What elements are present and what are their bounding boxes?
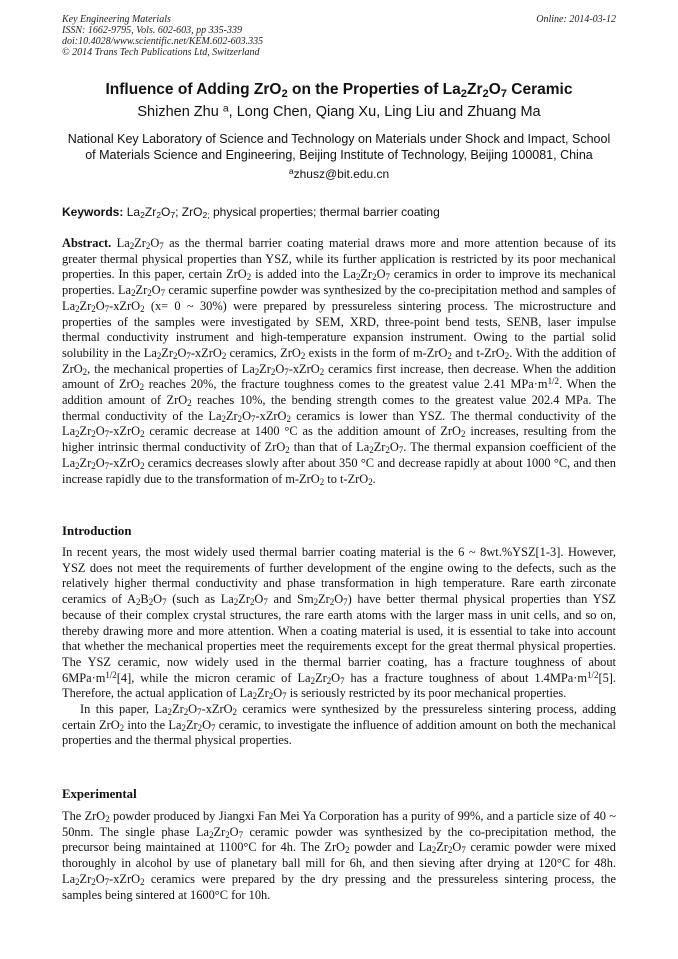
- intro-paragraph: In this paper, $La_2Zr_2O_7-xZrO_2$ ceramics were synthesized by the pressureless sintering process, adding certain ZrO$_2$ into the $La_2Zr_2O_7$ ceramic, to investigate the influence of addition amount on both the mechanical properties and the thermal physical properties.: [62, 702, 617, 748]
- experimental-heading: Experimental: [62, 787, 137, 801]
- experimental-text: The ZrO$_2$ powder produced by Jiangxi Fan Mei Ya Corporation has a purity of 99%, and a particle size of 40 ~ 50nm. The single phase $La_2Zr_2O_7$ ceramic powder was synthesized by the co-precipitation method, the precursor being maintained at 1100°C for 4h. The ZrO$_2$ powder and $La_2Zr_2O_7$ ceramic powder were mixed thoroughly in alcohol by use of planetary ball mill for 6h, and then sieving after drying at 120°C for 48h. $La_2Zr_2O_7-xZrO_2$ ceramics were prepared by the dry pressing and the pressureless sintering process, the samples being sintered at 1600°C for 10h.: [62, 809, 616, 902]
- issn-line: ISSN: 1662-9795, Vols. 602-603, pp 335-339: [62, 25, 242, 36]
- affiliation: National Key Laboratory of Science and Technology on Materials under Shock and Impact, School of Materials Science and Engineering, Beijing Institute of Technology, Beijing 100081, China: [67, 132, 611, 162]
- contact-email: $^a$zhusz@bit.edu.cn: [288, 166, 390, 181]
- doi-line: doi:10.4028/www.scientific.net/KEM.602-603.335: [62, 36, 264, 47]
- keywords: Keywords: $La_2Zr_2O_7$; ZrO$_{2;}$ physical properties; thermal barrier coating: [62, 205, 440, 221]
- online-date: Online: 2014-03-12: [536, 14, 616, 25]
- introduction-text: [62, 545, 616, 749]
- abstract: Abstract. $La_2Zr_2O_7$ as the thermal barrier coating material draws more and more attention because of its greater thermal physical properties than YSZ, while its further application is restricted by its poor mechanical properties. In this paper, certain ZrO$_2$ is added into the $La_2Zr_2O_7$ ceramics in order to improve its mechanical properties. $La_2Zr_2O_7$ ceramic superfine powder was synthesized by the co-precipitation method and samples of $La_2Zr_2O_7-xZrO_2$ (x= 0 ~ 30%) were prepared by pressureless sintering process. The microstructure and properties of the samples were investigated by SEM, XRD, three-point bend tests, SENB, laser impulse thermal conductivity instrument and high-temperature expansion instrument. Owing to the partial solid solubility in the $La_2Zr_2O_7-xZrO_2$ ceramics, ZrO$_2$ exists in the form of m-ZrO$_2$ and t-ZrO$_2$. With the addition of ZrO$_2$, the mechanical properties of $La_2Zr_2O_7-xZrO_2$ ceramics first increase, then decrease. When the addition amount of ZrO$_2$ reaches 20%, the fracture toughness comes to the greatest value 2.41 $MPa\cdot m^{1/2}$. When the addition amount of ZrO$_2$ reaches 10%, the bending strength comes to the greatest value 202.4 MPa. The thermal conductivity of the $La_2Zr_2O_7-xZrO_2$ ceramics is lower than YSZ. The thermal conductivity of the $La_2Zr_2O_7-xZrO_2$ ceramic decrease at 1400 °C as the addition amount of ZrO$_2$ increases, resulting from the higher intrinsic thermal conductivity of ZrO$_2$ than that of $La_2Zr_2O_7$. The thermal expansion coefficient of the $La_2Zr_2O_7-xZrO_2$ ceramics decreases slowly after about 350 °C and decrease rapidly at about 1000 °C, and then increase rapidly due to the transformation of m-ZrO$_2$ to t-ZrO$_2$.: [62, 236, 617, 487]
- author-list: Shizhen Zhu $^a$, Long Chen, Qiang Xu, Ling Liu and Zhuang Ma: [137, 103, 541, 120]
- introduction-heading: Introduction: [62, 524, 132, 538]
- copyright-line: © 2014 Trans Tech Publications Ltd, Switzerland: [62, 47, 260, 58]
- paper-title: Influence of Adding ZrO$_2$ on the Properties of $La_2Zr_2O_7$ Ceramic: [105, 81, 573, 100]
- journal-name: Key Engineering Materials: [62, 14, 171, 25]
- journal-header: [62, 14, 263, 58]
- intro-paragraph: In recent years, the most widely used thermal barrier coating material is the 6 ~ 8wt.%YSZ[1-3]. However, YSZ does not meet the requirements of further development of the engine owing to the defects, such as the relatively higher thermal conductivity and phase transformation in high temperature. Rare earth zirconate ceramics of $A_2B_2O_7$ (such as $La_2Zr_2O_7$ and $Sm_2Zr_2O_7$) have better thermal physical properties than YSZ because of their complex crystal structures, the rare earth atoms with the larger mass in unit cells, and so on, thereby drawing more and more attention. When a coating material is used, it is essential to take into account that whether the mechanical properties meet the requirements except for the great thermal physical properties. The YSZ ceramic, now widely used in the thermal barrier coating, has a fracture toughness of about $6MPa\cdot m^{1/2}[4]$, while the micron ceramic of $La_2Zr_2O_7$ has a fracture toughness of about $1.4MPa\cdot m^{1/2}[5]$. Therefore, the actual application of $La_2Zr_2O_7$ is seriously restricted by its poor mechanical properties.: [62, 545, 616, 702]
